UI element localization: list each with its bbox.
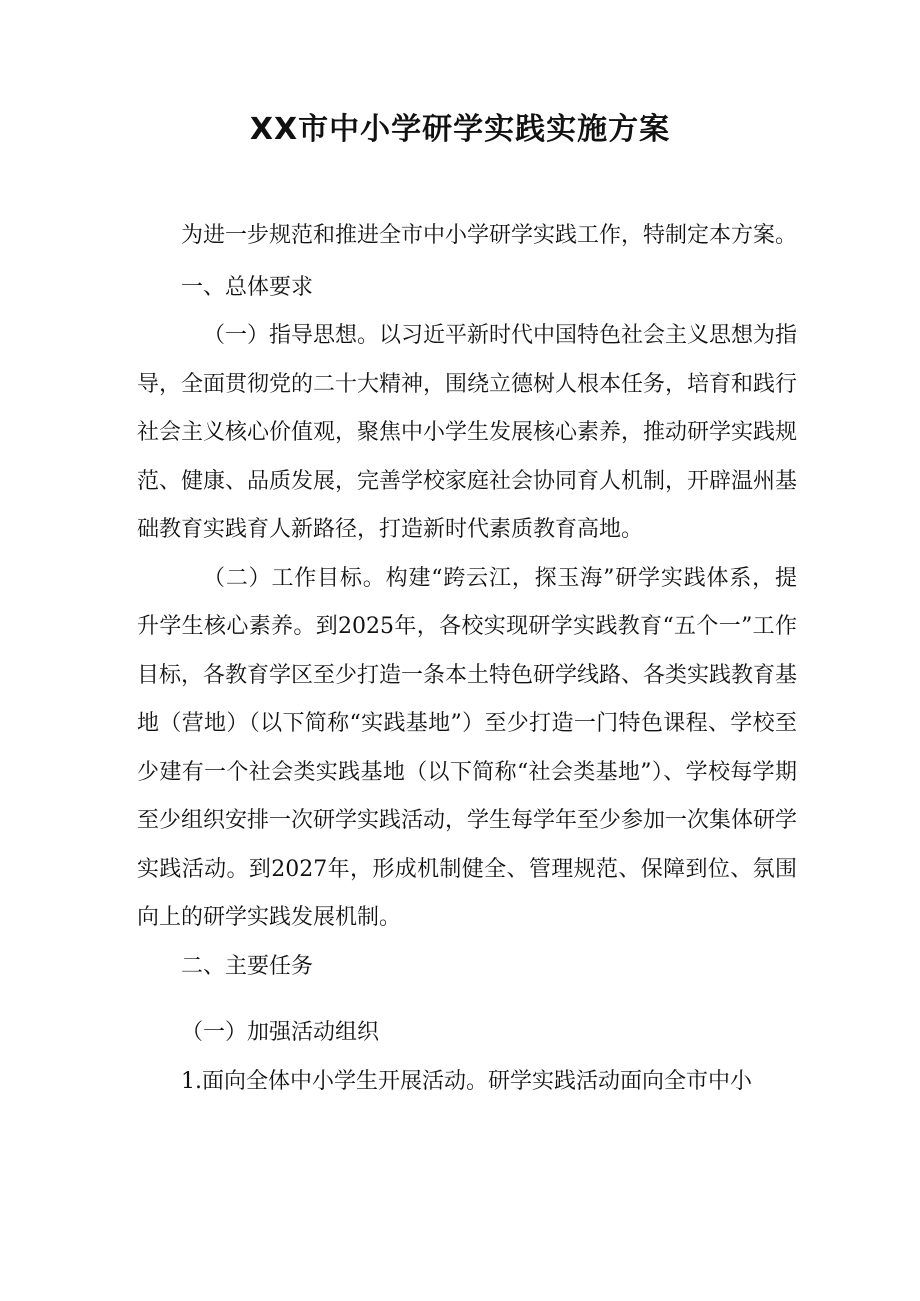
subsection-heading-activity-organization: （一）加强活动组织 — [181, 1020, 380, 1045]
document-title: XX市中小学研学实践实施方案 — [249, 112, 671, 147]
work-goals-paragraph: （二）工作目标。构建“跨云江，探玉海”研学实践体系，提升学生核心素养。到2025年，各校实现研学实践教育“五个一”工作目标，各教育学区至少打造一条本土特色研学线路、各类实践教育基地（营地）（以下简称“实践基地”）至少打造一门特色课程、学校至少建有一个社会类实践基地（以下简称“社会类基地”）、学校每学期至少组织安排一次研学实践活动，学生每学年至少参加一次集体研学实践活动。到2027年，形成机制健全、管理规范、保障到位、氛围向上的研学实践发展机制。 — [137, 565, 798, 930]
guiding-thought-paragraph: （一）指导思想。以习近平新时代中国特色社会主义思想为指导，全面贯彻党的二十大精神，围绕立德树人根本任务，培育和践行社会主义核心价值观，聚焦中小学生发展核心素养，推动研学实践规范、健康、品质发展，完善学校家庭社会协同育人机制，开辟温州基础教育实践育人新路径，打造新时代素质教育高地。 — [137, 323, 798, 542]
section-heading-main-tasks: 二、主要任务 — [181, 953, 314, 979]
document-body — [137, 212, 797, 1106]
list-item-1: 1.面向全体中小学生开展活动。研学实践活动面向全市中小 — [181, 1068, 752, 1094]
intro-paragraph: 为进一步规范和推进全市中小学研学实践工作，特制定本方案。 — [181, 223, 798, 248]
section-heading-overall-requirements: 一、总体要求 — [181, 274, 314, 300]
